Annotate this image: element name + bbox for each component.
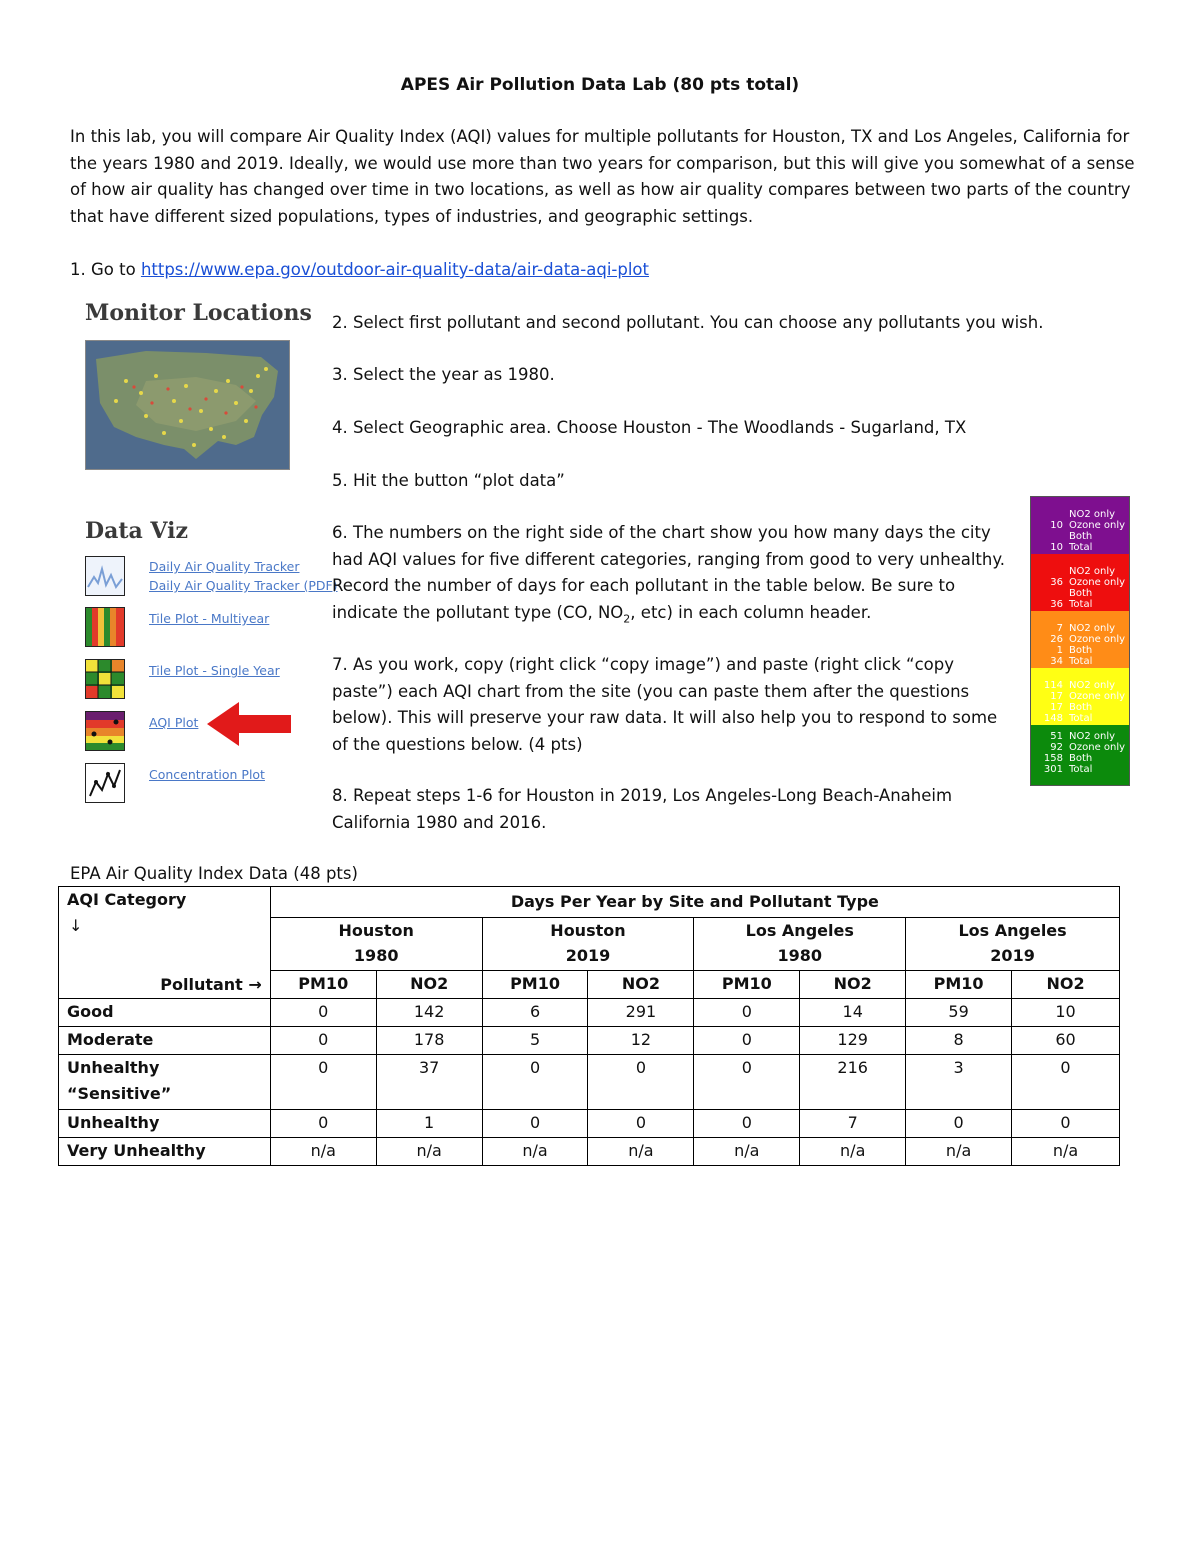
table-cell: n/a (588, 1138, 694, 1166)
table-cell: 291 (588, 999, 694, 1027)
table-cell: 59 (906, 999, 1012, 1027)
table-cell: 0 (482, 1055, 588, 1110)
aqi-category-label: AQI Category (67, 890, 187, 909)
legend-label: Total (1069, 542, 1093, 553)
legend-band-moderate (1031, 668, 1129, 725)
legend-label: Both (1069, 588, 1093, 599)
corner-header (59, 887, 271, 999)
legend-label: NO2 only (1069, 566, 1116, 577)
site-year: 1980 (353, 946, 399, 965)
tile-plot-single-year-link[interactable]: Tile Plot - Single Year (149, 663, 280, 678)
table-cell: 0 (270, 999, 376, 1027)
legend-label: Ozone only (1069, 742, 1126, 753)
table-row (59, 1027, 1120, 1055)
row-label: Good (59, 999, 271, 1027)
tile-plot-single-year-icon[interactable] (85, 659, 125, 699)
legend-band-unhealthy (1031, 554, 1129, 611)
step-7: 7. As you work, copy (right click “copy image”) and paste (right click “copy paste”) each AQI chart from the site (you can paste them after the questions below). This will preserve your raw data. It will also help you to respond to some of the questions below. (4 pts) (332, 655, 998, 754)
table-cell: 10 (1012, 999, 1120, 1027)
aqi-legend (1030, 496, 1130, 786)
row-label-line: “Sensitive” (67, 1084, 172, 1103)
site-header (482, 918, 694, 971)
legend-label: Ozone only (1069, 520, 1126, 531)
us-monitor-map-image[interactable] (85, 340, 290, 470)
table-cell: 14 (800, 999, 906, 1027)
legend-count: 301 (1043, 764, 1063, 775)
tile-plot-multiyear-icon[interactable] (85, 607, 125, 647)
tile-plot-multiyear-link[interactable]: Tile Plot - Multiyear (149, 611, 270, 626)
tile-single-graphic (86, 660, 124, 698)
site-city: Los Angeles (745, 921, 854, 940)
legend-count: 51 (1050, 731, 1063, 742)
legend-label: NO2 only (1069, 680, 1116, 691)
row-label: Moderate (59, 1027, 271, 1055)
legend-label: Total (1069, 764, 1093, 775)
table-cell: n/a (906, 1138, 1012, 1166)
site-header (906, 918, 1120, 971)
pollutant-header: NO2 (588, 971, 694, 999)
table-cell: 216 (800, 1055, 906, 1110)
step-4: 4. Select Geographic area. Choose Houston - The Woodlands - Sugarland, TX (332, 418, 967, 437)
table-cell: n/a (376, 1138, 482, 1166)
step-5: 5. Hit the button “plot data” (332, 471, 565, 490)
table-row (59, 1138, 1120, 1166)
pollutant-header: NO2 (376, 971, 482, 999)
page-title: APES Air Pollution Data Lab (80 pts total) (400, 75, 800, 95)
table-cell: n/a (270, 1138, 376, 1166)
site-city: Houston (338, 921, 414, 940)
table-cell: 0 (588, 1055, 694, 1110)
legend-count: 17 (1050, 691, 1063, 702)
epa-link[interactable]: https://www.epa.gov/outdoor-air-quality-data/air-data-aqi-plot (140, 260, 649, 279)
concentration-plot-icon[interactable] (85, 763, 125, 803)
table-cell: 7 (800, 1110, 906, 1138)
table-cell: n/a (1012, 1138, 1120, 1166)
table-cell: 0 (270, 1110, 376, 1138)
table-cell: n/a (800, 1138, 906, 1166)
site-city: Los Angeles (958, 921, 1067, 940)
step-6-text: 6. The numbers on the right side of the chart show you how many days the city had AQI values for five different categories, ranging from good to very unhealthy. Record the number of days for each pollutant in the table below. Be sure to indicate the pollutant type (CO, NO (332, 523, 1006, 622)
legend-count: 10 (1050, 542, 1063, 553)
daily-tracker-link[interactable]: Daily Air Quality Tracker (149, 559, 300, 574)
table-cell: 0 (694, 999, 800, 1027)
legend-band-very-unhealthy (1031, 497, 1129, 554)
table-cell: 60 (1012, 1027, 1120, 1055)
table-cell: 6 (482, 999, 588, 1027)
table-cell: 0 (588, 1110, 694, 1138)
aqi-plot-graphic (86, 712, 124, 750)
legend-label: Ozone only (1069, 634, 1126, 645)
table-cell: 37 (376, 1055, 482, 1110)
legend-label: Both (1069, 702, 1093, 713)
monitor-locations-heading: Monitor Locations (85, 300, 312, 326)
pollutant-header: PM10 (270, 971, 376, 999)
table-cell: 142 (376, 999, 482, 1027)
table-row (59, 1055, 1120, 1110)
table-cell: 0 (694, 1055, 800, 1110)
concentration-plot-link[interactable]: Concentration Plot (149, 767, 265, 782)
step-2: 2. Select first pollutant and second pollutant. You can choose any pollutants you wish. (332, 313, 1044, 332)
legend-count: 114 (1043, 680, 1063, 691)
red-arrow-icon (205, 700, 295, 748)
step-1 (70, 257, 649, 284)
legend-count: 10 (1050, 520, 1063, 531)
table-cell: 1 (376, 1110, 482, 1138)
table-row (59, 999, 1120, 1027)
table-cell: 0 (1012, 1055, 1120, 1110)
legend-label: Ozone only (1069, 691, 1126, 702)
legend-label: NO2 only (1069, 623, 1116, 634)
step-6-text-end: , etc) in each column header. (630, 602, 872, 622)
legend-label: Total (1069, 599, 1093, 610)
group-header: Days Per Year by Site and Pollutant Type (270, 887, 1119, 918)
legend-count: 92 (1050, 742, 1063, 753)
table-cell: 0 (482, 1110, 588, 1138)
legend-count: 34 (1050, 656, 1063, 667)
table-cell: 0 (694, 1110, 800, 1138)
step-6-subscript: 2 (623, 611, 631, 625)
row-label: Very Unhealthy (59, 1138, 271, 1166)
down-arrow-icon: ↓ (69, 916, 83, 935)
site-year: 2019 (565, 946, 611, 965)
legend-band-sensitive (1031, 611, 1129, 668)
legend-label: Ozone only (1069, 577, 1126, 588)
line-chart-icon-graphic (86, 557, 124, 595)
legend-count: 17 (1050, 702, 1063, 713)
table-cell: n/a (482, 1138, 588, 1166)
pollutant-label: Pollutant → (160, 975, 262, 994)
table-cell: 8 (906, 1027, 1012, 1055)
table-cell: 0 (1012, 1110, 1120, 1138)
pollutant-header: PM10 (694, 971, 800, 999)
table-cell: n/a (694, 1138, 800, 1166)
site-header (270, 918, 482, 971)
legend-label: Total (1069, 656, 1093, 667)
pollutant-header: NO2 (800, 971, 906, 999)
table-cell: 0 (906, 1110, 1012, 1138)
intro-paragraph: In this lab, you will compare Air Quality Index (AQI) values for multiple pollutants for Houston, TX and Los Angeles, California for the years 1980 and 2019. Ideally, we would use more than two years for comparison, but this will give you somewhat of a sense of how air quality has changed over time in two locations, as well as how air quality compares between two parts of the country that have different sized populations, types of industries, and geographic settings. (70, 127, 1135, 226)
line-chart-icon[interactable] (85, 556, 125, 596)
us-map-graphic (86, 341, 289, 469)
table-caption: EPA Air Quality Index Data (48 pts) (70, 864, 358, 883)
legend-label: Both (1069, 753, 1093, 764)
daily-tracker-pdf-link[interactable]: Daily Air Quality Tracker (PDF) (149, 578, 338, 593)
table-cell: 178 (376, 1027, 482, 1055)
table-row (59, 1110, 1120, 1138)
legend-label: Both (1069, 645, 1093, 656)
site-header (694, 918, 906, 971)
legend-label: NO2 only (1069, 731, 1116, 742)
table-cell: 129 (800, 1027, 906, 1055)
pollutant-header: PM10 (482, 971, 588, 999)
table-cell: 12 (588, 1027, 694, 1055)
legend-count: 1 (1056, 645, 1063, 656)
site-year: 1980 (777, 946, 823, 965)
data-viz-heading: Data Viz (85, 518, 188, 544)
table-cell: 5 (482, 1027, 588, 1055)
step-3: 3. Select the year as 1980. (332, 365, 555, 384)
concentration-plot-graphic (86, 764, 124, 802)
site-year: 2019 (990, 946, 1035, 965)
aqi-data-table (58, 886, 1120, 1166)
legend-count: 36 (1050, 599, 1063, 610)
table-cell: 3 (906, 1055, 1012, 1110)
pollutant-header: NO2 (1012, 971, 1120, 999)
legend-band-good (1031, 725, 1129, 785)
aqi-plot-link[interactable]: AQI Plot (149, 715, 199, 730)
legend-count: 7 (1056, 623, 1063, 634)
step-1-prefix: 1. Go to (70, 260, 141, 279)
table-cell: 0 (270, 1027, 376, 1055)
pollutant-header: PM10 (906, 971, 1012, 999)
site-city: Houston (550, 921, 626, 940)
row-label (59, 1055, 271, 1110)
table-cell: 0 (694, 1027, 800, 1055)
table-cell: 0 (270, 1055, 376, 1110)
row-label: Unhealthy (59, 1110, 271, 1138)
legend-count: 148 (1043, 713, 1063, 724)
step-8: 8. Repeat steps 1-6 for Houston in 2019, Los Angeles-Long Beach-Anaheim California 1980 and 2016. (332, 786, 953, 832)
legend-count: 36 (1050, 577, 1063, 588)
tile-multiyear-graphic (86, 608, 124, 646)
legend-label: Total (1069, 713, 1093, 724)
aqi-plot-icon[interactable] (85, 711, 125, 751)
row-label-line: Unhealthy (67, 1058, 160, 1077)
legend-count: 158 (1043, 753, 1063, 764)
step-6 (332, 520, 1012, 632)
legend-count: 26 (1050, 634, 1063, 645)
legend-label: Both (1069, 531, 1093, 542)
legend-label: NO2 only (1069, 509, 1116, 520)
